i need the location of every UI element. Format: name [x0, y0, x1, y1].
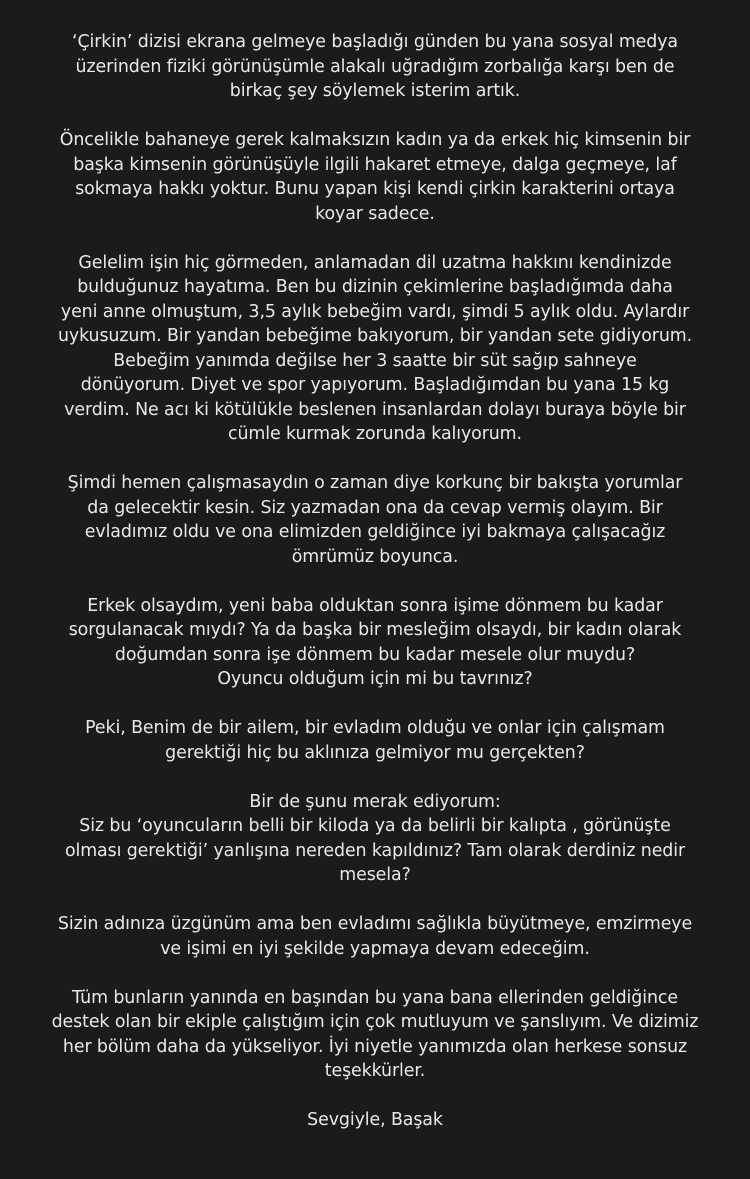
- statement-letter: [18, 30, 732, 1133]
- text-line: ve işimi en iyi şekilde yapmaya devam edeceğim.: [160, 938, 590, 959]
- text-line: Siz bu ‘oyuncuların belli bir kiloda ya da belirli bir kalıpta , görünüşte: [79, 816, 671, 836]
- text-line: cümle kurmak zorunda kalıyorum.: [228, 424, 522, 444]
- text-line: teşekkürler.: [324, 1061, 426, 1081]
- text-line: Oyuncu olduğum için mi bu tavrınız?: [217, 669, 533, 689]
- text-line: ‘Çirkin’ dizisi ekrana gelmeye başladığı günden bu yana sosyal medya: [72, 32, 678, 52]
- paragraph-no-right-to-insult: [18, 128, 732, 226]
- text-line: Bir de şunu merak ediyorum:: [249, 791, 501, 812]
- paragraph-curiosity: [18, 790, 732, 888]
- text-line: dönüyorum. Diyet ve spor yapıyorum. Başladığımdan bu yana 15 kg: [80, 375, 670, 395]
- text-line: evladımız oldu ve ona elimizden geldiğince iyi bakmaya çalışacağız: [84, 522, 666, 542]
- text-line: da gelecektir kesin. Siz yazmadan ona da cevap vermiş olayım. Bir: [87, 497, 663, 518]
- text-line: doğumdan sonra işe dönmem bu kadar mesele olur muydu?: [114, 644, 636, 665]
- text-line: mesela?: [339, 865, 411, 885]
- text-line: ömrümüz boyunca.: [291, 546, 459, 567]
- text-line: sorgulanacak mıydı? Ya da başka bir mesleğim olsaydı, bir kadın olarak: [68, 620, 682, 640]
- text-line: Tüm bunların yanında en başından bu yana bana ellerinden geldiğince: [72, 987, 678, 1008]
- text-line: gerektiği hiç bu aklınıza gelmiyor mu gerçekten?: [165, 742, 585, 763]
- text-line: uykusuzum. Bir yandan bebeğime bakıyorum, bir yandan sete gidiyorum.: [57, 326, 693, 346]
- paragraph-intro: [18, 30, 732, 104]
- text-line: yeni anne olmuştum, 3,5 aylık bebeğim vardı, şimdi 5 aylık oldu. Aylardır: [60, 301, 690, 322]
- text-line: bulduğunuz hayatıma. Ben bu dizinin çekimlerine başladığımda daha: [77, 277, 673, 297]
- paragraph-family: [18, 716, 732, 765]
- text-line: Erkek olsaydım, yeni baba olduktan sonra işime dönmem bu kadar: [87, 595, 663, 616]
- paragraph-questions: [18, 594, 732, 692]
- text-line: her bölüm daha da yükseliyor. İyi niyetle yanımızda olan herkese sonsuz: [62, 1036, 688, 1057]
- text-line: verdim. Ne acı ki kötülükle beslenen insanlardan dolayı buraya böyle bir: [64, 399, 686, 420]
- paragraph-anticipated-comments: [18, 471, 732, 569]
- text-line: Şimdi hemen çalışmasaydın o zaman diye korkunç bir bakışta yorumlar: [67, 473, 683, 493]
- paragraph-thanks: [18, 986, 732, 1084]
- text-line: destek olan bir ekiple çalıştığım için çok mutluyum ve şanslıyım. Ve dizimiz: [51, 1012, 699, 1032]
- text-line: sokmaya hakkı yoktur. Bunu yapan kişi kendi çirkin karakterini ortaya: [75, 179, 675, 199]
- paragraph-continue: [18, 912, 732, 961]
- text-line: Peki, Benim de bir ailem, bir evladım olduğu ve onlar için çalışmam: [85, 718, 665, 738]
- signature: [18, 1108, 732, 1133]
- text-line: başka kimsenin görünüşüyle ilgili hakaret etmeye, dalga geçmeye, laf: [73, 154, 677, 175]
- text-line: Öncelikle bahaneye gerek kalmaksızın kadın ya da erkek hiç kimsenin bir: [59, 130, 691, 150]
- paragraph-my-life: [18, 251, 732, 447]
- text-line: birkaç şey söylemek isterim artık.: [229, 81, 521, 101]
- text-line: koyar sadece.: [315, 203, 435, 224]
- text-line: Sizin adınıza üzgünüm ama ben evladımı sağlıkla büyütmeye, emzirmeye: [57, 914, 693, 934]
- signature-text: Sevgiyle, Başak: [307, 1110, 443, 1130]
- text-line: Bebeğim yanımda değilse her 3 saatte bir süt sağıp sahneye: [113, 350, 637, 371]
- text-line: Gelelim işin hiç görmeden, anlamadan dil uzatma hakkını kendinizde: [78, 252, 672, 273]
- text-line: olması gerektiği’ yanlışına nereden kapıldınız? Tam olarak derdiniz nedir: [64, 840, 686, 861]
- text-line: üzerinden fiziki görünüşümle alakalı uğradığım zorbalığa karşı ben de: [75, 56, 675, 77]
